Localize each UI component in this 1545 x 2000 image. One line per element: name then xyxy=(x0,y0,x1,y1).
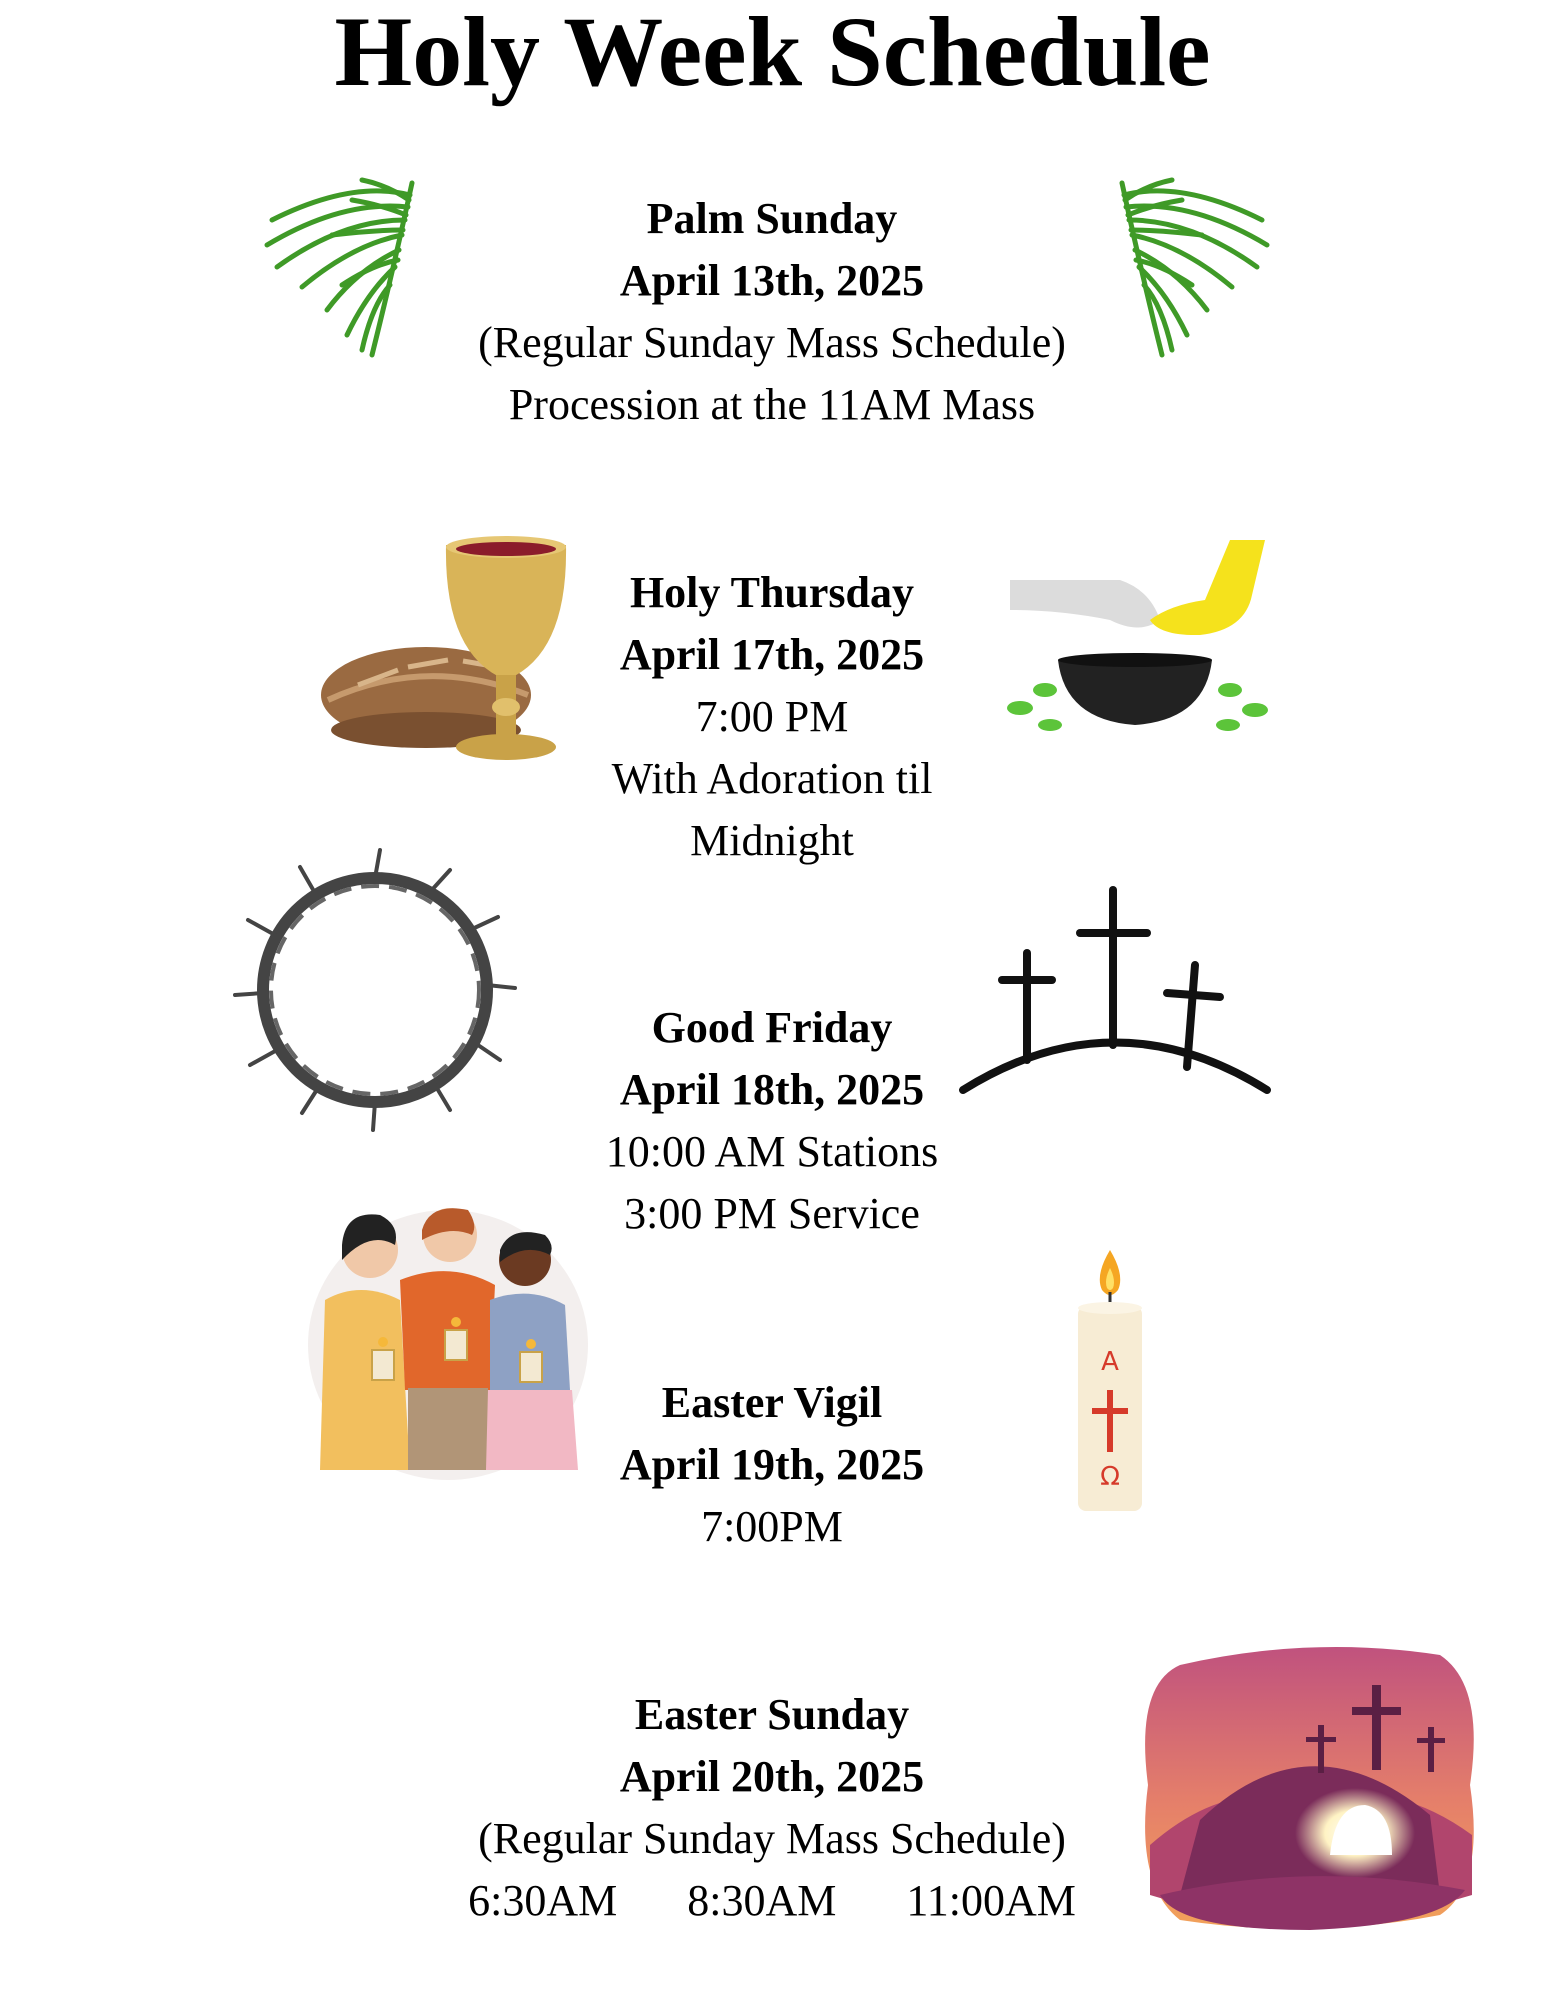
alpha-letter: A xyxy=(1101,1347,1119,1377)
crown-of-thorns-icon xyxy=(230,845,520,1135)
event-date: April 18th, 2025 xyxy=(619,1065,925,1114)
event-detail: 3:00 PM Service xyxy=(624,1189,920,1238)
event-detail: 10:00 AM Stations xyxy=(605,1127,939,1176)
foot-washing-icon xyxy=(1000,540,1290,760)
event-detail: Midnight xyxy=(690,816,854,865)
mass-time: 11:00AM xyxy=(906,1876,1076,1925)
palm-branch-icon xyxy=(1112,175,1272,365)
three-crosses-icon xyxy=(955,885,1275,1100)
event-detail: 7:00PM xyxy=(701,1502,843,1551)
omega-letter: Ω xyxy=(1100,1462,1120,1492)
event-detail: (Regular Sunday Mass Schedule) xyxy=(478,318,1066,367)
event-detail: With Adoration til xyxy=(611,754,933,803)
event-detail: (Regular Sunday Mass Schedule) xyxy=(478,1814,1066,1863)
event-date: April 17th, 2025 xyxy=(619,630,925,679)
page-title: Holy Week Schedule xyxy=(334,0,1211,107)
event-date: April 20th, 2025 xyxy=(619,1752,925,1801)
empty-tomb-icon xyxy=(1140,1645,1480,1930)
event-detail: Procession at the 11AM Mass xyxy=(508,380,1036,429)
event-name: Good Friday xyxy=(651,1003,893,1052)
event-name: Holy Thursday xyxy=(629,568,915,617)
chalice-bread-icon xyxy=(318,535,578,765)
event-date: April 19th, 2025 xyxy=(619,1440,925,1489)
mass-times xyxy=(372,1870,1172,1932)
event-detail: 7:00 PM xyxy=(695,692,849,741)
mass-time: 6:30AM xyxy=(468,1876,618,1925)
people-with-candles-icon xyxy=(300,1190,595,1480)
event-palm-sunday xyxy=(372,188,1172,436)
mass-time: 8:30AM xyxy=(687,1876,837,1925)
event-name: Easter Sunday xyxy=(634,1690,910,1739)
event-name: Palm Sunday xyxy=(646,194,898,243)
event-date: April 13th, 2025 xyxy=(619,256,925,305)
palm-branch-icon xyxy=(262,175,422,365)
event-name: Easter Vigil xyxy=(661,1378,883,1427)
event-easter-sunday xyxy=(372,1684,1172,1932)
